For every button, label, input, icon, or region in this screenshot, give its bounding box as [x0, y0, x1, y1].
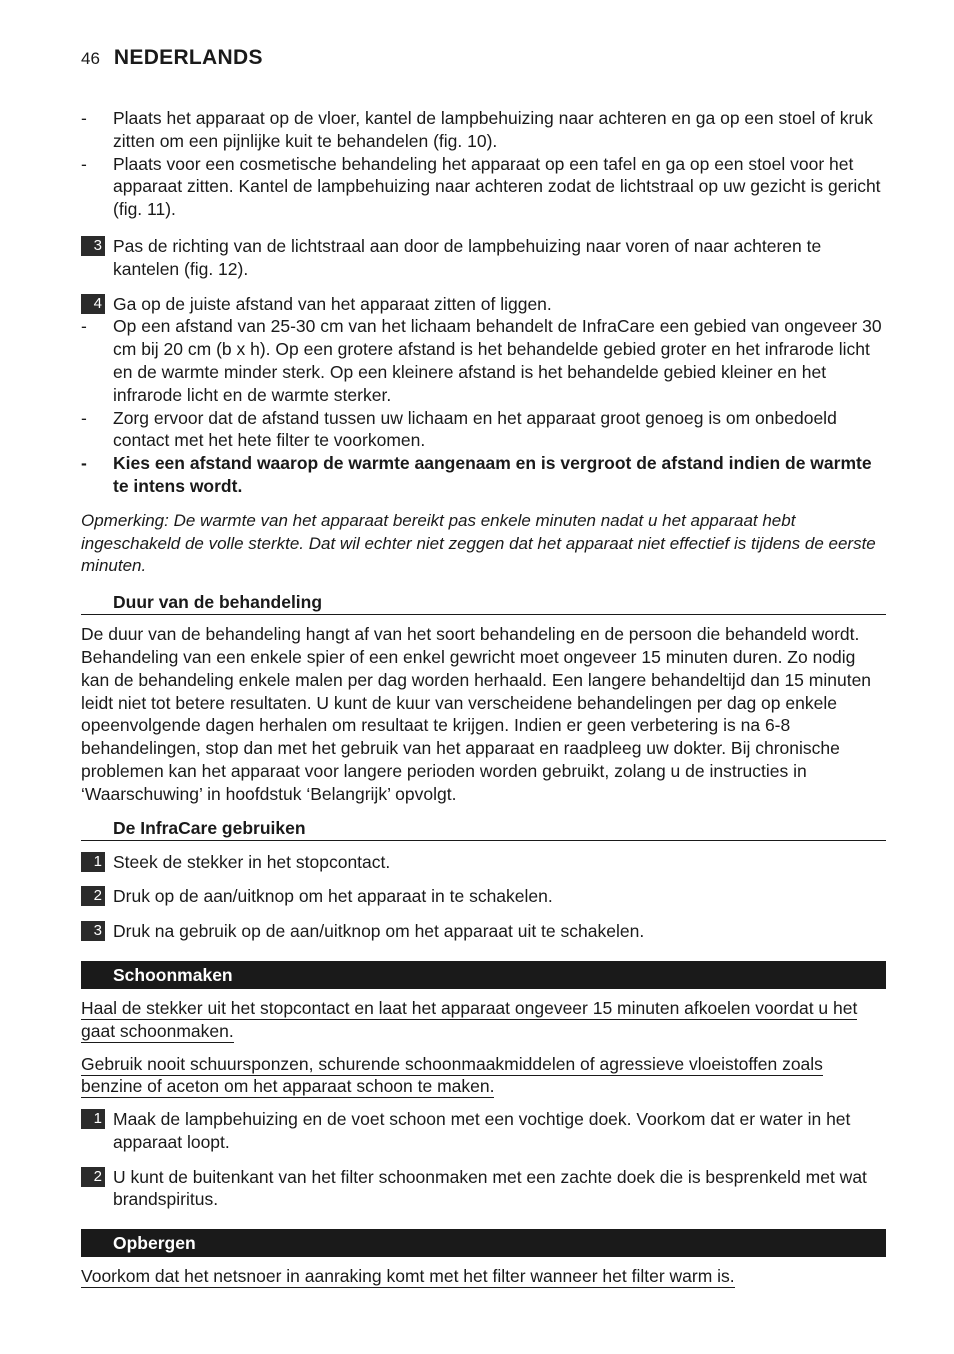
step-text: U kunt de buitenkant van het filter schoonmaken met een zachte doek die is besprenkeld met wat brandspiritus. — [113, 1166, 867, 1210]
cleaning-step — [81, 1166, 886, 1212]
duration-text: De duur van de behandeling hangt af van het soort behandeling en de persoon die behandeld wordt. Behandeling van een enkele spier of een enkel gewricht moet ongeveer 15 minuten duren. Zo nodig kan de behandeling enkele malen per dag worden herhaald. Een langere behandeltijd dan 15 minuten leidt niet tot betere resultaten. U kunt de kuur van verscheidene behandelingen per dag op enkele opeenvolgende dagen herhalen om resultaat te krijgen. Indien er geen verbetering is na 6-8 behandelingen, stop dan met het gebruik van het apparaat en raadpleeg uw dokter. Bij chronische problemen kan het apparaat voor langere perioden worden gebruikt, zolang u de instructies in ‘Waarschuwing’ in hoofdstuk ‘Belangrijk’ opvolgt. — [81, 624, 872, 804]
step-text: Steek de stekker in het stopcontact. — [113, 851, 391, 872]
page-content — [81, 107, 886, 1288]
section-heading-storage: Opbergen — [81, 1229, 886, 1257]
bullet-text: Zorg ervoor dat de afstand tussen uw lichaam en het apparaat groot genoeg is om onbedoeld contact met het hete filter te voorkomen. — [113, 407, 837, 451]
step-number-badge: 2 — [81, 1167, 105, 1187]
cleaning-step — [81, 1108, 886, 1154]
bullet-item — [81, 153, 886, 221]
bullet-text: Op een afstand van 25-30 cm van het lichaam behandelt de InfraCare een gebied van ongeveer 30 cm bij 20 cm (b x h). Op een grotere afstand is het behandelde gebied groter en het infrarode licht en de warmte minder sterk. Op een kleinere afstand is het behandelde gebied kleiner en het infrarode licht en de warmte sterker. — [113, 316, 882, 405]
step-text: Pas de richting van de lichtstraal aan door de lampbehuizing naar voren of naar achteren te kantelen (fig. 12). — [113, 235, 822, 279]
bullet-item-bold — [81, 452, 886, 498]
step-number-badge: 3 — [81, 236, 105, 256]
bullet-dash: - — [81, 316, 87, 337]
step-4-distance — [81, 293, 886, 316]
section-heading-cleaning: Schoonmaken — [81, 961, 886, 989]
bullet-text: Plaats het apparaat op de vloer, kantel de lampbehuizing naar achteren en ga op een stoel of kruk zitten om een pijnlijke kuit te behandelen (fig. 10). — [113, 108, 873, 151]
page-number: 46 — [81, 49, 100, 68]
bullet-dash: - — [81, 453, 87, 474]
cleaning-warning — [81, 997, 886, 1043]
section-heading-usage: De InfraCare gebruiken — [81, 816, 886, 841]
step-number-badge: 1 — [81, 852, 105, 872]
step-text: Druk op de aan/uitknop om het apparaat in te schakelen. — [113, 886, 553, 907]
cleaning-warning — [81, 1053, 886, 1099]
step-text: Druk na gebruik op de aan/uitknop om het apparaat uit te schakelen. — [113, 921, 645, 942]
page-header — [81, 46, 263, 76]
note-text: Opmerking: De warmte van het apparaat bereikt pas enkele minuten nadat u het apparaat hebt ingeschakeld de volle sterkte. Dat wil echter niet zeggen dat het apparaat niet effectief is tijdens de eerste minuten. — [81, 510, 876, 576]
step-number-badge: 1 — [81, 1109, 105, 1129]
step-text: Maak de lampbehuizing en de voet schoon met een vochtige doek. Voorkom dat er water in het apparaat loopt. — [113, 1109, 851, 1152]
warning-text: Voorkom dat het netsnoer in aanraking komt met het filter wanneer het filter warm is. — [81, 1266, 735, 1287]
warning-text: Haal de stekker uit het stopcontact en laat het apparaat ongeveer 15 minuten afkoelen voordat u het gaat schoonmaken. — [81, 997, 858, 1041]
bullet-item — [81, 315, 886, 406]
bullet-text: Kies een afstand waarop de warmte aangenaam en is vergroot de afstand indien de warmte te intens wordt. — [113, 453, 872, 496]
bullet-item — [81, 407, 886, 453]
step-text: Ga op de juiste afstand van het apparaat zitten of liggen. — [113, 293, 552, 314]
bullet-dash: - — [81, 407, 87, 428]
warning-text: Gebruik nooit schuursponzen, schurende schoonmaakmiddelen of agressieve vloeistoffen zoals benzine of aceton om het apparaat schoon te maken. — [81, 1053, 823, 1097]
bullet-text: Plaats voor een cosmetische behandeling het apparaat op een tafel en ga op een stoel voor het apparaat zitten. Kantel de lampbehuizing naar achteren zodat de lichtstraal op uw gezicht is gericht (fig. 11). — [113, 153, 881, 220]
usage-step — [81, 885, 886, 908]
bullet-item — [81, 107, 886, 153]
usage-step — [81, 920, 886, 943]
usage-step — [81, 851, 886, 874]
bullet-dash: - — [81, 153, 87, 174]
bullet-dash: - — [81, 108, 87, 128]
storage-warning — [81, 1265, 886, 1288]
step-3-position — [81, 235, 886, 281]
section-heading-duration: Duur van de behandeling — [81, 590, 886, 615]
step-number-badge: 3 — [81, 921, 105, 941]
step-number-badge: 4 — [81, 294, 105, 314]
step-number-badge: 2 — [81, 886, 105, 906]
language-title: NEDERLANDS — [113, 46, 263, 69]
